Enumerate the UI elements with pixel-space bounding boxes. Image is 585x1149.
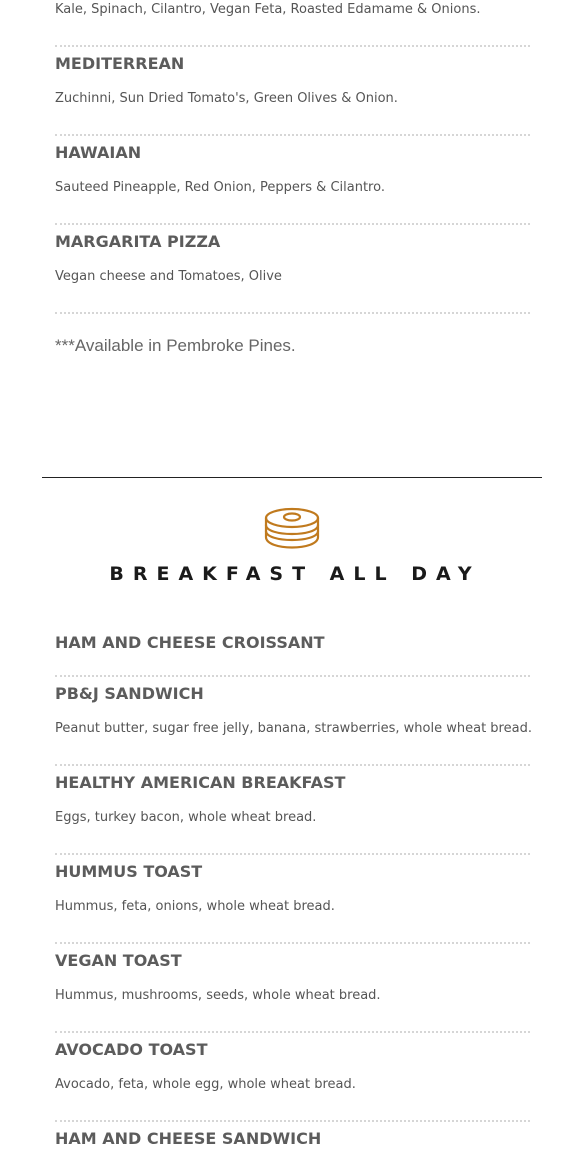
item-name-ham-cheese-sandwich: HAM AND CHEESE SANDWICH bbox=[55, 1129, 322, 1148]
item-divider bbox=[55, 764, 530, 766]
section-separator bbox=[42, 477, 542, 478]
item-description: Zuchinni, Sun Dried Tomato's, Green Olives & Onion. bbox=[55, 91, 398, 106]
item-name-vegan-toast: VEGAN TOAST bbox=[55, 951, 182, 970]
item-name-margarita-pizza: MARGARITA PIZZA bbox=[55, 232, 221, 251]
item-description: Sauteed Pineapple, Red Onion, Peppers & Cilantro. bbox=[55, 180, 385, 195]
item-description: Peanut butter, sugar free jelly, banana, strawberries, whole wheat bread. bbox=[55, 721, 532, 736]
item-divider bbox=[55, 1120, 530, 1122]
item-description: Avocado, feta, whole egg, whole wheat bread. bbox=[55, 1077, 356, 1092]
item-divider bbox=[55, 312, 530, 314]
item-divider bbox=[55, 942, 530, 944]
item-description: Eggs, turkey bacon, whole wheat bread. bbox=[55, 810, 317, 825]
pancakes-icon bbox=[263, 506, 321, 554]
item-divider bbox=[55, 1031, 530, 1033]
item-divider bbox=[55, 223, 530, 225]
item-name-pbj-sandwich: PB&J SANDWICH bbox=[55, 684, 204, 703]
item-name-hawaian: HAWAIAN bbox=[55, 143, 142, 162]
item-name-healthy-american-breakfast: HEALTHY AMERICAN BREAKFAST bbox=[55, 773, 346, 792]
item-name-ham-cheese-croissant: HAM AND CHEESE CROISSANT bbox=[55, 633, 325, 652]
item-description: Hummus, mushrooms, seeds, whole wheat bread. bbox=[55, 988, 381, 1003]
item-divider bbox=[55, 45, 530, 47]
item-divider bbox=[55, 853, 530, 855]
section-title: BREAKFAST ALL DAY bbox=[109, 563, 481, 585]
item-name-hummus-toast: HUMMUS TOAST bbox=[55, 862, 203, 881]
item-name-avocado-toast: AVOCADO TOAST bbox=[55, 1040, 208, 1059]
item-description: Vegan cheese and Tomatoes, Olive bbox=[55, 269, 282, 284]
item-divider bbox=[55, 675, 530, 677]
item-divider bbox=[55, 134, 530, 136]
availability-note: ***Available in Pembroke Pines. bbox=[55, 336, 296, 355]
item-description: Kale, Spinach, Cilantro, Vegan Feta, Roasted Edamame & Onions. bbox=[55, 2, 481, 17]
item-description: Hummus, feta, onions, whole wheat bread. bbox=[55, 899, 335, 914]
item-name-mediterrean: MEDITERREAN bbox=[55, 54, 185, 73]
